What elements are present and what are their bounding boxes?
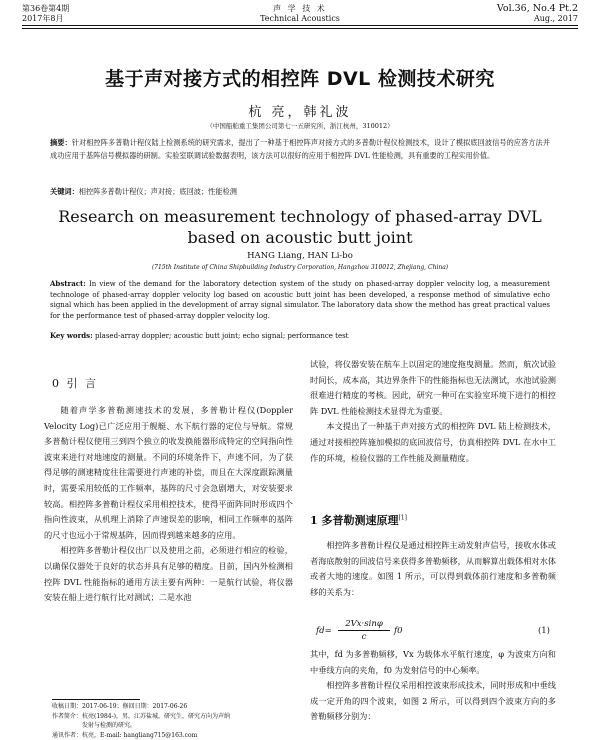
keywords-cn-label: 关键词： bbox=[50, 187, 79, 196]
footnote-corresponding: 通讯作者：杭亮，E-mail: hangliang715@163.com bbox=[52, 731, 293, 740]
body-paragraph: 本文提出了一种基于声对接方式的相控阵 DVL 陆上检测技术，通过对接相控阵施加模拟的底回波信号，仿真相控阵 DVL 在水中工作的环境，检验仪器的工作性能及测量精度。 bbox=[310, 419, 556, 466]
formula-lhs: fd= bbox=[316, 626, 332, 636]
footnote-author: 作者简介：杭亮(1984-)，男，江苏盐城，研究生，研究方向为声纳 bbox=[52, 712, 293, 722]
date-en: Aug., 2017 bbox=[497, 14, 578, 24]
header-rule bbox=[22, 25, 578, 26]
equation-number: (1) bbox=[538, 626, 550, 636]
formula-rhs: f0 bbox=[394, 626, 403, 636]
body-paragraph: 相控阵多普勒计程仪是通过相控阵主动发射声信号，接收水体或者海底散射的回波信号来获得多普勒频移，从而解算出载体相对水体或者大地的速度。如图 1 所示，可以得到载体前行速度和多普勒频移的关系为： bbox=[310, 538, 556, 600]
volume-issue-cn: 第36卷第4期 bbox=[22, 4, 69, 14]
affiliation-cn: （中国船舶重工集团公司第七一五研究所，浙江杭州，310012） bbox=[0, 121, 600, 130]
journal-name-cn: 声 学 技 术 bbox=[22, 4, 578, 14]
abstract-cn bbox=[50, 137, 550, 162]
body-paragraph: 相控阵多普勒计程仪采用相控波束形成技术，同时形成和中垂线成一定开角的四个波束，如图 2 所示，可以得到四个波束方向的多普勒频移分别为： bbox=[310, 678, 556, 725]
date-cn: 2017年8月 bbox=[22, 14, 69, 24]
section-0-heading: 0 引 言 bbox=[52, 375, 98, 391]
abstract-en bbox=[50, 279, 550, 321]
right-column-lower bbox=[310, 538, 556, 600]
title-cn: 基于声对接方式的相控阵 DVL 检测技术研究 bbox=[0, 64, 600, 91]
abstract-cn-label: 摘要： bbox=[50, 138, 72, 147]
volume-issue-en: Vol.36, No.4 Pt.2 bbox=[497, 4, 578, 14]
keywords-en-text: plased-array doppler; acoustic butt joint; echo signal; performance test bbox=[95, 332, 349, 340]
footnote bbox=[52, 702, 293, 740]
footnote-rule bbox=[52, 699, 140, 700]
formula-denominator: c bbox=[338, 631, 390, 643]
section-1-heading bbox=[310, 512, 407, 528]
abstract-en-label: Abstract: bbox=[50, 279, 86, 288]
keywords-cn bbox=[50, 187, 550, 197]
title-en-line1: Research on measurement technology of phased-array DVL bbox=[0, 206, 600, 227]
formula-fraction bbox=[338, 618, 390, 643]
running-header bbox=[22, 4, 578, 24]
right-column-bottom bbox=[310, 647, 556, 725]
footnote-received: 收稿日期：2017-06-19；修回日期：2017-06-26 bbox=[52, 702, 293, 712]
right-column bbox=[310, 357, 556, 466]
body-paragraph: 其中，fd 为多普勒频移，Vx 为载体水平航行速度，φ 为波束方向和中垂线方向的夹角，f0 为发射信号的中心频率。 bbox=[310, 647, 556, 678]
formula-numerator: 2Vx·sinφ bbox=[338, 618, 390, 631]
equation-1 bbox=[316, 620, 556, 646]
authors-cn: 杭 亮，韩礼波 bbox=[0, 101, 600, 120]
journal-name-en: Technical Acoustics bbox=[22, 14, 578, 24]
body-paragraph: 相控阵多普勒计程仪出厂以及使用之前，必须进行相应的检验，以确保仪器处于良好的状态并具有足够的精度。目前，国内外检测相控阵 DVL 性能指标的通用方法主要有两种：一是航行试验，将仪器安装在船上进行航行比对测试；二是水池 bbox=[44, 543, 293, 605]
body-paragraph: 试验，将仪器安装在航车上以固定的速度拖曳测量。然而，航次试验时间长，成本高，其边界条件下的性能指标也无法测试，水池试验测很难进行精度的考核。因此，研究一种可在实验室环境下进行的相控阵 DVL 性能检测技术显得尤为重要。 bbox=[310, 357, 556, 419]
keywords-en bbox=[50, 331, 550, 340]
keywords-en-label: Key words: bbox=[50, 331, 93, 340]
keywords-cn-text: 相控阵多普勒计程仪；声对接；底回波；性能检测 bbox=[79, 187, 237, 196]
header-right bbox=[497, 4, 578, 24]
section-1-title: 1 多普勒测速原理 bbox=[310, 514, 398, 527]
body-paragraph: 随着声学多普勒测速技术的发展，多普勒计程仪(Doppler Velocity Log)已广泛应用于舰艇、水下航行器的定位与导航。常规多普勒计程仪使用三到四个独立的收发换能器形成特定的空间指向性波束来进行对地速度的测量。不同的环境条件下，声速不同，为了获得足够的测速精度往往需要进行声速的补偿，而且在大深度跟踪测量时，需要采用较低的工作频率，基阵的尺寸会急剧增大，对安装要求较高。相控阵多普勒计程仪采用相控技术，使得平面阵同时形成四个指向性波束，从机理上消除了声速误差的影响，相同工作频率的基阵的尺寸也远小于常规基阵，因而得到越来越多的应用。 bbox=[44, 403, 293, 543]
title-en bbox=[0, 206, 600, 248]
citation-ref: [1] bbox=[398, 514, 407, 521]
title-en-line2: based on acoustic butt joint bbox=[0, 227, 600, 248]
footnote-author-cont: 发射与检测的研究。 bbox=[52, 721, 293, 731]
header-center bbox=[22, 4, 578, 24]
abstract-cn-text: 针对相控阵多普勒计程仪陆上检测系统的研究需求，提出了一种基于相控阵声对接方式的多普勒计程仪检测技术，设计了模拟底回波信号的应答方法并成功应用于基阵信号模拟器的研制。实验室联调试验数据表明，该方法可以很好的应用于相控阵 DVL 性能检测，具有重要的工程实用价值。 bbox=[50, 138, 550, 160]
affiliation-en: (715th Institute of China Shipbuilding Industry Corporation, Hangzhou 310012, Zhejiang, China) bbox=[0, 264, 600, 271]
header-rule-thin bbox=[22, 28, 578, 29]
authors-en: HANG Liang, HAN Li-bo bbox=[0, 251, 600, 261]
left-column bbox=[44, 403, 293, 606]
abstract-en-text: In view of the demand for the laboratory detection system of the study on phased-array doppler velocity log, a measurement technologe of phased-array doppler velocity log based on acoustic butt joint has been developed, a response method of simulative echo signal which has been applied in the development of array signal simulator. The laboratory data show the method has great practical values for the performance test of phased-array doppler velocity log. bbox=[50, 280, 550, 320]
